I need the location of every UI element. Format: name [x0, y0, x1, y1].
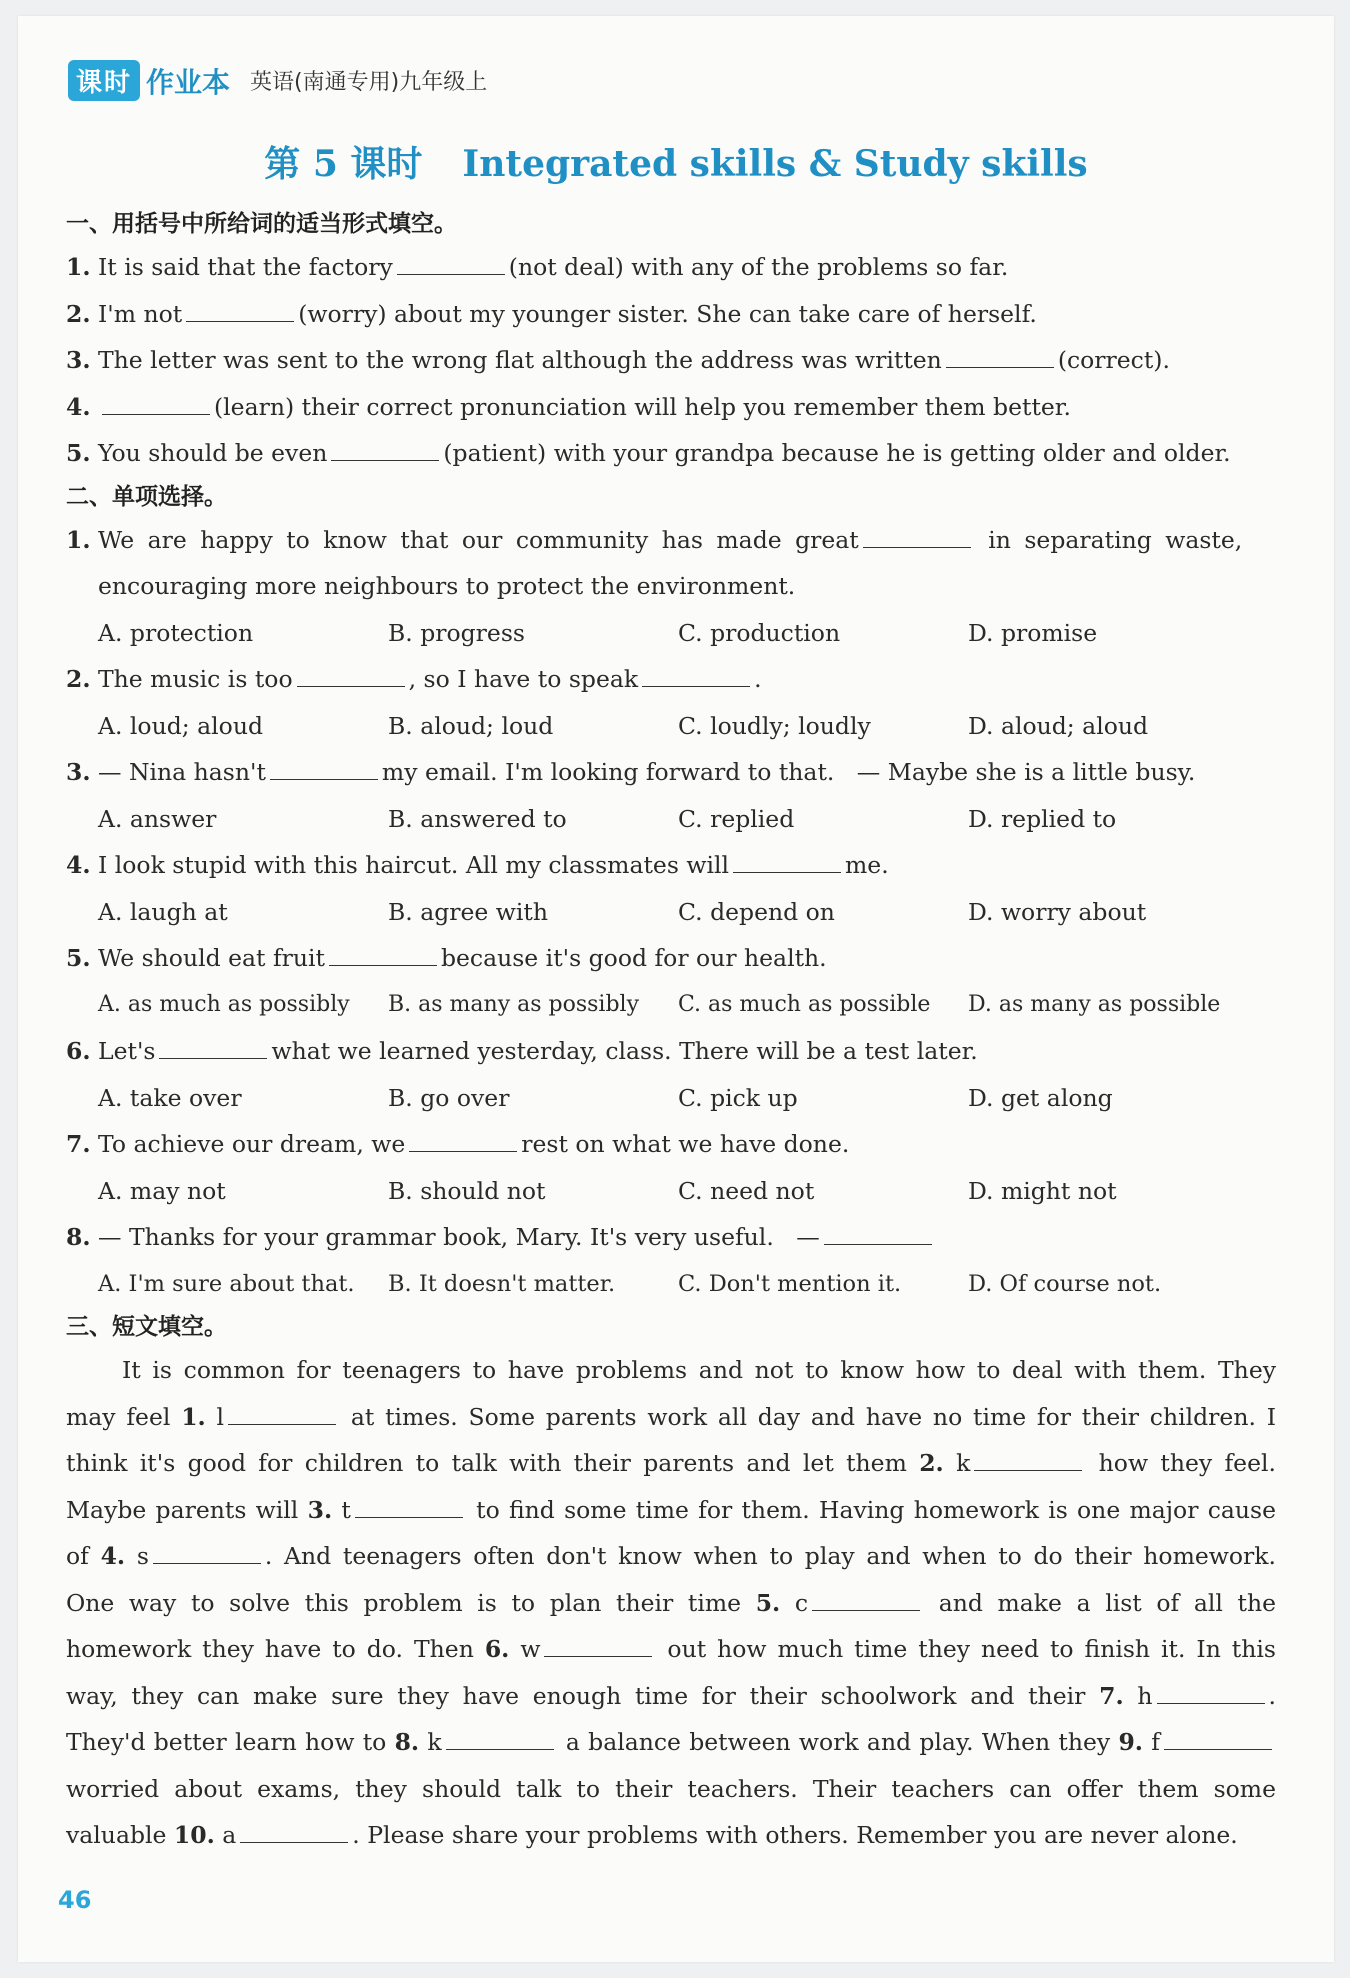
- answer-blank[interactable]: [974, 1444, 1082, 1471]
- lesson-topic: Integrated skills & Study skills: [462, 143, 1088, 185]
- option-d[interactable]: D. aloud; aloud: [968, 711, 1149, 740]
- mc-question-1-cont: encouraging more neighbours to protect the environment.: [98, 572, 796, 600]
- section-heading-1: 一、用括号中所给词的适当形式填空。: [66, 211, 457, 237]
- option-a[interactable]: A. protection: [98, 618, 254, 647]
- cloze-passage: [66, 1347, 1276, 1859]
- fill-item-4: 4. (learn) their correct pronunciation will help you remember them better.: [66, 384, 1276, 431]
- answer-blank[interactable]: [642, 660, 750, 687]
- passage-line: way, they can make sure they have enough time for their schoolwork and their 7. h .: [66, 1673, 1276, 1720]
- option-a[interactable]: A. loud; aloud: [98, 711, 263, 740]
- answer-blank[interactable]: [186, 295, 294, 322]
- option-c[interactable]: C. depend on: [678, 897, 835, 926]
- passage-line: They'd better learn how to 8. k a balance between work and play. When they 9. f: [66, 1719, 1276, 1766]
- mc-options-7: [66, 1168, 1276, 1215]
- passage-line: valuable 10. a . Please share your problems with others. Remember you are never alone.: [66, 1812, 1276, 1859]
- answer-blank[interactable]: [1157, 1677, 1265, 1704]
- option-d[interactable]: D. as many as possible: [968, 991, 1221, 1017]
- answer-blank[interactable]: [409, 1125, 517, 1152]
- option-d[interactable]: D. promise: [968, 618, 1098, 647]
- mc-options-8: [66, 1261, 1276, 1308]
- option-a[interactable]: A. answer: [98, 804, 217, 833]
- answer-blank[interactable]: [297, 660, 405, 687]
- answer-blank[interactable]: [733, 846, 841, 873]
- mc-options-2: [66, 703, 1276, 750]
- answer-blank[interactable]: [446, 1723, 554, 1750]
- exercise-content: [66, 204, 1276, 1859]
- option-b[interactable]: B. progress: [388, 618, 525, 647]
- answer-blank[interactable]: [240, 1816, 348, 1843]
- passage-line: homework they have to do. Then 6. w out how much time they need to finish it. In this: [66, 1626, 1276, 1673]
- answer-blank[interactable]: [544, 1630, 652, 1657]
- answer-blank[interactable]: [397, 248, 505, 275]
- workbook-page: [18, 16, 1334, 1962]
- fill-item-3: 3. The letter was sent to the wrong flat although the address was written (correct).: [66, 337, 1276, 384]
- option-c[interactable]: C. production: [678, 618, 841, 647]
- option-b[interactable]: B. as many as possibly: [388, 991, 640, 1017]
- passage-line: One way to solve this problem is to plan their time 5. c and make a list of all the: [66, 1580, 1276, 1627]
- option-c[interactable]: C. Don't mention it.: [678, 1270, 902, 1297]
- section-heading-3: 三、短文填空。: [66, 1314, 227, 1340]
- option-d[interactable]: D. replied to: [968, 804, 1117, 833]
- mc-options-1: [66, 610, 1276, 657]
- option-c[interactable]: C. loudly; loudly: [678, 711, 871, 740]
- lesson-title: [18, 136, 1334, 187]
- answer-blank[interactable]: [153, 1537, 261, 1564]
- mc-options-6: [66, 1075, 1276, 1122]
- mc-question-7: 7. To achieve our dream, we rest on what we have done.: [66, 1121, 1276, 1168]
- mc-question-2: 2. The music is too , so I have to speak .: [66, 656, 1276, 703]
- option-b[interactable]: B. go over: [388, 1083, 510, 1112]
- mc-question-3: 3. — Nina hasn't my email. I'm looking forward to that. — Maybe she is a little busy.: [66, 749, 1276, 796]
- passage-line: It is common for teenagers to have problems and not to know how to deal with them. They: [122, 1356, 1276, 1384]
- fill-item-5: 5. You should be even (patient) with your grandpa because he is getting older and older.: [66, 430, 1276, 477]
- mc-question-1: 1. We are happy to know that our community has made great in separating waste,: [66, 517, 1276, 564]
- brand-logo: 课时: [68, 60, 140, 101]
- fill-item-2: 2. I'm not (worry) about my younger sister. She can take care of herself.: [66, 291, 1276, 338]
- mc-question-6: 6. Let's what we learned yesterday, class. There will be a test later.: [66, 1028, 1276, 1075]
- answer-blank[interactable]: [946, 341, 1054, 368]
- option-b[interactable]: B. agree with: [388, 897, 548, 926]
- mc-options-3: [66, 796, 1276, 843]
- answer-blank[interactable]: [824, 1218, 932, 1245]
- answer-blank[interactable]: [329, 939, 437, 966]
- header-brand: [68, 60, 487, 101]
- passage-line: Maybe parents will 3. t to find some time for them. Having homework is one major cause: [66, 1487, 1276, 1534]
- mc-question-5: 5. We should eat fruit because it's good for our health.: [66, 935, 1276, 982]
- option-a[interactable]: A. I'm sure about that.: [98, 1270, 355, 1297]
- lesson-number: 第 5 课时: [264, 143, 423, 185]
- subject-label: 英语(南通专用)九年级上: [250, 70, 488, 95]
- option-c[interactable]: C. pick up: [678, 1083, 798, 1112]
- option-c[interactable]: C. need not: [678, 1176, 815, 1205]
- mc-question-4: 4. I look stupid with this haircut. All my classmates will me.: [66, 842, 1276, 889]
- answer-blank[interactable]: [102, 388, 210, 415]
- answer-blank[interactable]: [331, 434, 439, 461]
- passage-line: may feel 1. l at times. Some parents work all day and have no time for their children. I: [66, 1394, 1276, 1441]
- answer-blank[interactable]: [228, 1398, 336, 1425]
- passage-line: of 4. s . And teenagers often don't know when to play and when to do their homework.: [66, 1533, 1276, 1580]
- fill-item-1: 1. It is said that the factory (not deal) with any of the problems so far.: [66, 244, 1276, 291]
- answer-blank[interactable]: [159, 1032, 267, 1059]
- brand-name: 作业本: [146, 65, 231, 99]
- option-b[interactable]: B. answered to: [388, 804, 567, 833]
- option-b[interactable]: B. It doesn't matter.: [388, 1270, 616, 1297]
- answer-blank[interactable]: [812, 1584, 920, 1611]
- option-d[interactable]: D. worry about: [968, 897, 1147, 926]
- answer-blank[interactable]: [1164, 1723, 1272, 1750]
- page-number: 46: [58, 1886, 92, 1914]
- answer-blank[interactable]: [270, 753, 378, 780]
- answer-blank[interactable]: [863, 521, 971, 548]
- passage-line: worried about exams, they should talk to their teachers. Their teachers can offer them some: [66, 1774, 1276, 1803]
- mc-options-5: [66, 982, 1276, 1029]
- option-a[interactable]: A. laugh at: [98, 897, 228, 926]
- passage-line: think it's good for children to talk with their parents and let them 2. k how they feel.: [66, 1440, 1276, 1487]
- mc-question-8: 8. — Thanks for your grammar book, Mary. It's very useful. —: [66, 1214, 1276, 1261]
- option-c[interactable]: C. as much as possible: [678, 991, 931, 1017]
- option-d[interactable]: D. Of course not.: [968, 1270, 1162, 1297]
- option-a[interactable]: A. as much as possibly: [98, 991, 350, 1017]
- option-a[interactable]: A. may not: [98, 1176, 226, 1205]
- option-d[interactable]: D. might not: [968, 1176, 1117, 1205]
- option-b[interactable]: B. should not: [388, 1176, 546, 1205]
- mc-options-4: [66, 889, 1276, 936]
- option-d[interactable]: D. get along: [968, 1083, 1113, 1112]
- option-a[interactable]: A. take over: [98, 1083, 242, 1112]
- answer-blank[interactable]: [355, 1491, 463, 1518]
- option-c[interactable]: C. replied: [678, 804, 795, 833]
- section-heading-2: 二、单项选择。: [66, 483, 227, 510]
- option-b[interactable]: B. aloud; loud: [388, 711, 554, 740]
